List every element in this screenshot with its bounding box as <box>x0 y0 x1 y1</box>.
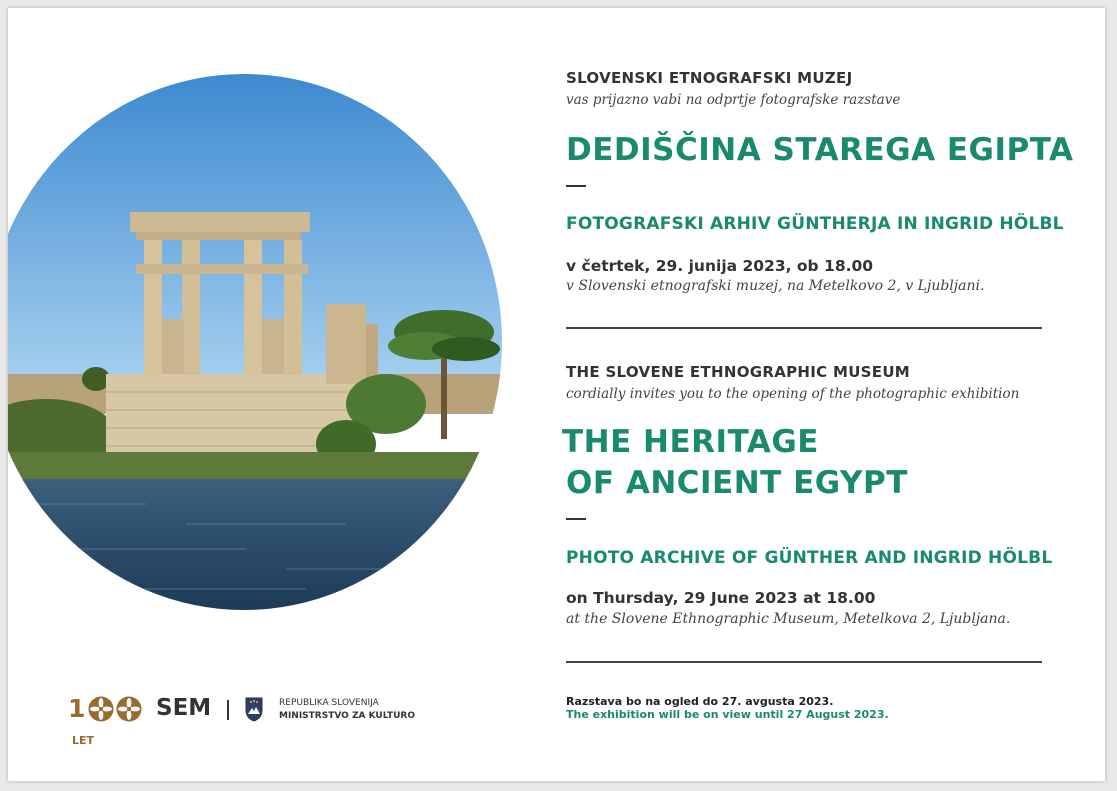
museum-name-slo: SLOVENSKI ETNOGRAFSKI MUZEJ <box>566 69 853 87</box>
section-rule <box>566 327 1042 329</box>
centenary-logo-digit: 1 <box>68 694 86 723</box>
slovenia-coat-of-arms-icon <box>244 696 264 722</box>
opening-date-eng: on Thursday, 29 June 2023 at 18.00 <box>566 589 876 607</box>
exhibition-title-eng-line2: OF ANCIENT EGYPT <box>566 465 908 501</box>
exhibition-title-slo: DEDIŠČINA STAREGA EGIPTA <box>566 132 1074 168</box>
gov-label-ministry: MINISTRSTVO ZA KULTURO <box>279 711 415 721</box>
invitation-card <box>8 8 1105 781</box>
temple-photo <box>8 74 502 610</box>
exhibition-subtitle-eng: PHOTO ARCHIVE OF GÜNTHER AND INGRID HÖLBL <box>566 548 1053 568</box>
logo-divider <box>227 700 229 720</box>
sem-logo: SEM <box>156 695 212 721</box>
ornament-zero-icon <box>88 696 114 722</box>
footer-logos <box>68 694 468 754</box>
venue-slo: v Slovenski etnografski muzej, na Metelkovo 2, v Ljubljani. <box>566 278 985 294</box>
venue-eng: at the Slovene Ethnographic Museum, Metelkova 2, Ljubljana. <box>566 611 1011 627</box>
exhibition-title-eng-line1: THE HERITAGE <box>562 424 819 460</box>
centenary-logo-let: LET <box>72 734 95 747</box>
closing-note-eng: The exhibition will be on view until 27 August 2023. <box>566 708 889 721</box>
exhibition-subtitle-slo: FOTOGRAFSKI ARHIV GÜNTHERJA IN INGRID HÖLBL <box>566 214 1064 234</box>
closing-note-slo: Razstava bo na ogled do 27. avgusta 2023. <box>566 695 834 708</box>
dash-divider <box>566 185 586 187</box>
museum-name-eng: THE SLOVENE ETHNOGRAPHIC MUSEUM <box>566 363 911 381</box>
kiosk-of-trajan-image <box>8 74 502 610</box>
gov-label-republic: REPUBLIKA SLOVENIJA <box>279 698 379 708</box>
invite-text-slo: vas prijazno vabi na odprtje fotografske razstave <box>566 92 901 108</box>
dash-divider <box>566 518 586 520</box>
ornament-zero-icon <box>116 696 142 722</box>
opening-date-slo: v četrtek, 29. junija 2023, ob 18.00 <box>566 257 874 275</box>
invite-text-eng: cordially invites you to the opening of the photographic exhibition <box>566 386 1020 402</box>
section-rule <box>566 661 1042 663</box>
